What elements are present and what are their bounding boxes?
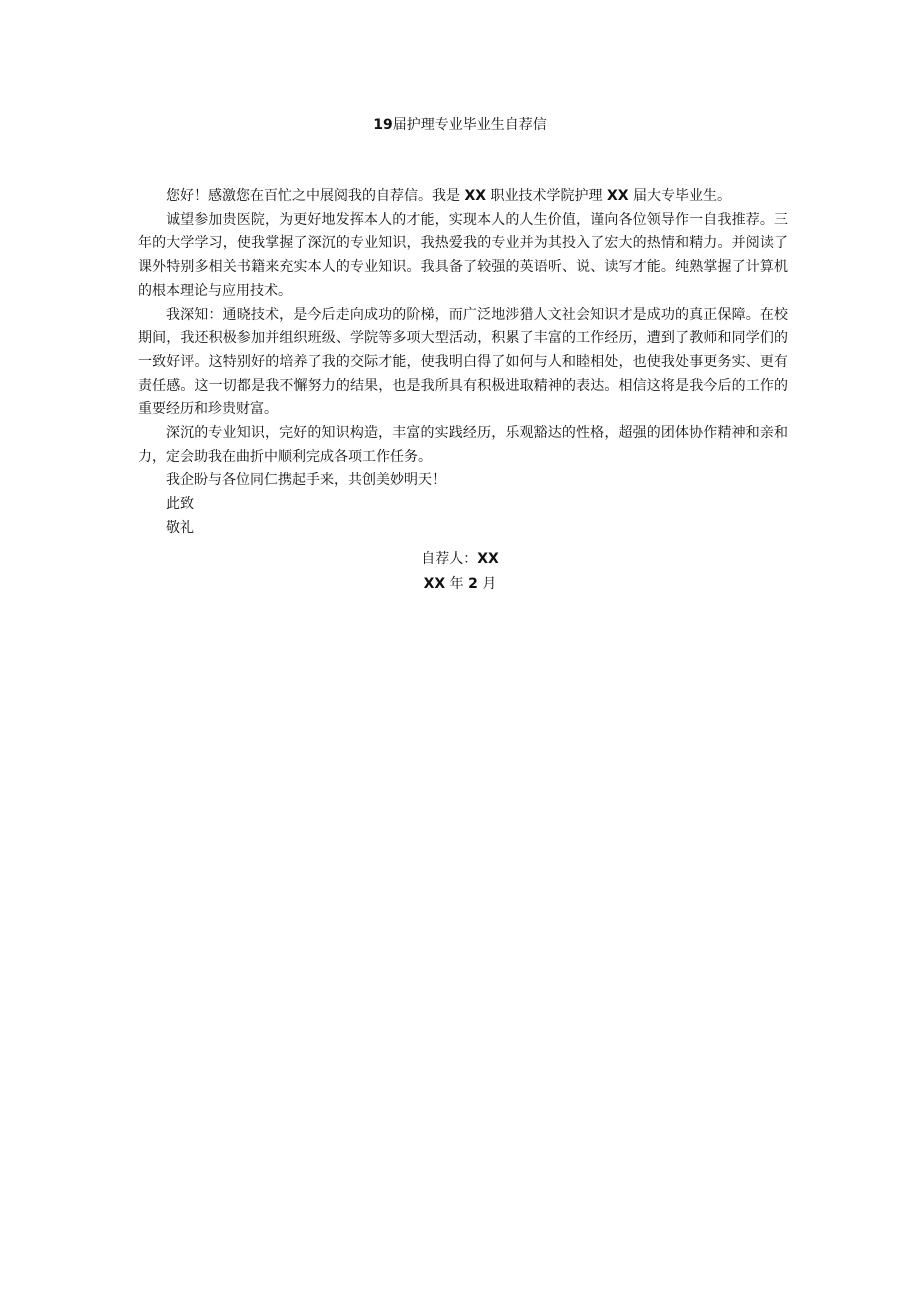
greeting-text-2: 职业技术学院护理 [486, 188, 607, 204]
date-month: 2 [468, 576, 478, 592]
date-month-unit: 月 [477, 576, 497, 592]
date-year-unit: 年 [445, 576, 469, 592]
date-year: XX [423, 576, 446, 592]
date-line [0, 573, 920, 595]
summary-paragraph: 深沉的专业知识，完好的知识构造，丰富的实践经历，乐观豁达的性格，超强的团体协作精神和亲和力，定会助我在曲折中顺利完成各项工作任务。 [138, 425, 788, 465]
title-year: 19 [373, 117, 393, 133]
intro-paragraph: 诚望参加贵医院，为更好地发挥本人的才能，实现本人的人生价值，谨向各位领导作一自我推荐。三年的大学学习，使我掌握了深沉的专业知识，我热爱我的专业并为其投入了宏大的热情和精力。并阅读了课外特别多相关书籍来充实本人的专业知识。我具备了较强的英语听、说、读写才能。纯熟掌握了计算机的根本理论与应用技术。 [138, 211, 788, 299]
signature-line [0, 548, 920, 570]
closing-line-2: 敬礼 [166, 519, 194, 536]
signature-name: XX [477, 551, 499, 567]
signature-label: 自荐人： [421, 551, 478, 567]
closing-line-1: 此致 [166, 496, 194, 513]
greeting-text-3: 届大专毕业生。 [628, 188, 731, 204]
letter-title [0, 115, 920, 135]
experience-paragraph: 我深知：通晓技术，是今后走向成功的阶梯，而广泛地涉猎人文社会知识才是成功的真正保障。在校期间，我还积极参加并组织班级、学院等多项大型活动，积累了丰富的工作经历，遭到了教师和同学们的一致好评。这特别好的培养了我的交际才能，使我明白得了如何与人和睦相处，也使我处事更务实、更有责任感。这一切都是我不懈努力的结果，也是我所具有积极进取精神的表达。相信这将是我今后的工作的重要经历和珍贵财富。 [138, 306, 788, 418]
title-text: 届护理专业毕业生自荐信 [392, 117, 547, 133]
letter-body [138, 185, 788, 541]
hope-paragraph: 我企盼与各位同仁携起手来，共创美妙明天！ [166, 472, 446, 489]
school-placeholder: XX [464, 188, 487, 204]
class-placeholder: XX [606, 188, 629, 204]
greeting-paragraph [138, 185, 788, 209]
greeting-text: 您好！感激您在百忙之中展阅我的自荐信。我是 [166, 188, 465, 204]
